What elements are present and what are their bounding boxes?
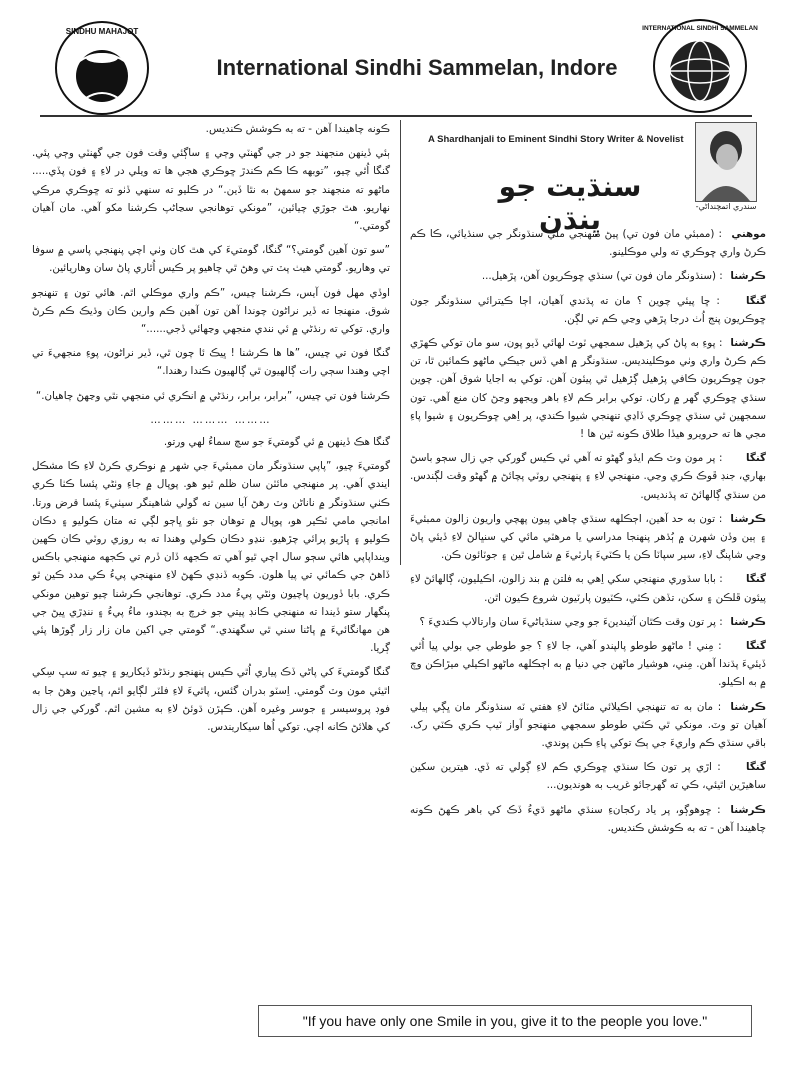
paragraph: ڪونه چاهيندا آهن - ته به ڪوشش ڪنديس.: [205, 123, 390, 135]
speaker-label: ڪرشنا: [730, 337, 766, 350]
dialogue-text: (ممبئي مان فون تي) پيڻ منهنجي ملي سنڌونگر جي سنڌيائي، ڪا ڪم ڪرڻ واري ڇوڪري ته ولي موڪلينو.: [410, 228, 766, 259]
dialogue-line: ڪرشنا : پوءِ به پاڻ کي پڙهيل سمجهي ٽوٽ لهائي ڏيو پون، سو مان توکي ڪهڙي ڪم ڪرڻ واري وٺي موڪلينديس. سنڌونگر ۾ اهي ڏس جيڪي ماڻهو ڪمائين ٿا، تن جون ڇوڪريون ڪافي پڙهيل ڳڙهيل ٿي پيئون آهن. توکي به اجايا شوق آهن. چوين سنڌي ڇوڪري گهر ۾ رکان. توکي برابر ڪم لاءِ باهر ويجهو وڃڻ کان منع آهي. تون سمجهين ٿي سنڌي ڇوڪري ڏاڍي تنهنجي شيوا ڪندي، پر اِهي ڇوڪريون ۽ شيوا پاءِ مجي ها ته حرويرو هيڏا طلاق ڪونه ٿين ها !: [410, 334, 766, 443]
speaker-label: ڪرشنا: [730, 700, 767, 713]
dialogue-text: ڇوهوڳو، پر ياد رکجانءِ سنڌي ماڻهو ڌيءُ ڏڪ کي باهر ڪهڻ ڪونه چاهيندا آهن - ته به ڪوشش ڪنديس.: [410, 803, 766, 834]
dialogue-line: ڪرشنا : (سنڌونگر مان فون تي) سنڌي ڇوڪريون آهن، پڙهيل...: [410, 267, 766, 285]
speaker-label: ڪرشنا: [730, 512, 767, 525]
page-header: [0, 0, 800, 118]
dialogue-line: ڪرشنا : تون به حد آهين، اڄڪلهه سنڌي چاهي پيون پهچي واريون زالون ممبئيءَ ۽ ٻين وڏن شهرن ۾ ٻُڌهر پنهنجا مدراسي يا مرهٽي مائي کي سنڀالڻ لاءِ ڏيئي پاڻ وڃي شاپنگ لاءِ، سير سپاٽا ڪن يا ڪٽيءَ پارٽيءَ ۾ شامل ٿين ۽ جوٽائون ڪن.: [410, 510, 766, 565]
dialogue-line: گنگا : بابا سڌوري منهنجي سکي اِهي به فلتن ۾ بند زالون، اڪيليون، ڳالهائڻ لاءِ پيئون ڦلڪن ۽ سکن، تڏهن ڪٽي، ڪٽيون پارٽيون شروع ڪيون اٿن.: [410, 570, 766, 606]
quote-text: "If you have only one Smile in you, give it to the people you love.": [302, 1013, 708, 1029]
paragraph: گنگا گومتيءَ کي پاڻي ڏڪ پياري اُٿي ڪيس پنهنجو رنڌڻو ڏيکاريو ۽ چيو ته سڀ سِکي اٿيئي مون وٽ گومتي. اِسٽو بدران گئس، پاٿيءَ لاءِ فلٽر لڳايو اٿم، پاڃين وهڻ جا به فوڊ پروسيسر ۽ جوسر وغيره آهن. ڪپڙن ڌوئڻ لاءِ به مشين اٿم. گورکي جي زال کي هلائڻ ڪانه اچي. توکي اُها سيکاريندس.: [32, 666, 390, 734]
dialogue-text: بابا سڌوري منهنجي سکي اِهي به فلتن ۾ بند زالون، اڪيليون، ڳالهائڻ لاءِ پيئون ڦلڪن ۽ سکن، تڏهن ڪٽي، ڪٽيون پارٽيون شروع ڪيون اٿن.: [410, 573, 766, 604]
dialogue-line: ڪرشنا : ڇوهوڳو، پر ياد رکجانءِ سنڌي ماڻهو ڌيءُ ڏڪ کي باهر ڪهڻ ڪونه چاهيندا آهن - ته به ڪوشش ڪنديس.: [410, 801, 766, 837]
column-divider: [400, 120, 401, 565]
section-separator: ……… ……… ………: [150, 413, 272, 426]
article-subtitle: A Shardhanjali to Eminent Sindhi Story Writer & Novelist: [428, 134, 684, 145]
sindhu-mahajot-logo: [52, 18, 152, 118]
dialogue-line: گنگا : ڇا پيئي چوين ؟ مان ته پڌندي آهيان، اڄا ڪيترائي سنڌونگر جون ڇوڪريون پنج اُٺ درجا پڙهي وڃي ڪم تي لڳن.: [410, 292, 766, 328]
right-column: [410, 225, 766, 843]
paragraph: ڪرشنا فون تي چيس، ”برابر، برابر، رنڌڻي ۾ انڪري ئي منجهي نٿي وڃهڻ چاهيان.“: [35, 389, 390, 402]
dialogue-line: گنگا : مِني ! ماڻهو طوطو پالپندو آهي، جا لاءِ ؟ جو طوطي جي بولي پيا اُٿي ڏيئيءَ پڌندا آهن. مِني، هوشيار ماڻهن جي دنيا ۾ به اڄڪلهه ماڻهو اڪيلي ميڙاڪن وچ ۾ به اڪيلو.: [410, 637, 766, 692]
dialogue-text: تون به حد آهين، اڄڪلهه سنڌي چاهي پيون پهچي واريون زالون ممبئيءَ ۽ ٻين وڏن شهرن ۾ ٻُڌهر پنهنجا مدراسي يا مرهٽي مائي کي سنڀالڻ لاءِ ڏيئي پاڻ وڃي شاپنگ لاءِ، سير سپاٽا ڪن يا ڪٽيءَ پارٽيءَ ۾ شامل ٿين ۽ جوٽائون ڪن.: [410, 512, 766, 562]
paragraph: گنگا هڪ ڏينهن ۾ ئي گومتيءَ جو سڄ سماءُ لهي ورتو.: [163, 436, 390, 449]
speaker-label: ڪرشنا: [730, 803, 766, 816]
svg-text:INTERNATIONAL SINDHI SAMMELAN: INTERNATIONAL SINDHI SAMMELAN: [642, 25, 758, 32]
speaker-label: ڪرشنا: [730, 615, 766, 628]
svg-text:SINDHU MAHAJOT: SINDHU MAHAJOT: [65, 27, 139, 36]
dialogue-text: مان به ته تنهنجي اڪيلائي مٽائڻ لاءِ هفتي ٽه سنڌونگر مان ڀڳي ٻيلي آهيان تو وٽ. مونکي ٿي ڪٽي طوطو سمجهي منهنجو آواز ٽيپ ڪري ڪٽي رک. باقي سنڌي ڪم واريءَ جي ٻڪ توکي پاءِ ڪين پوندي.: [410, 700, 766, 750]
dialogue-text: پر مون وٽ ڪم ايڏو گهڻو ته آهي ئي ڪيس گورکي جي زال سڄو باسڻ بهاري، جنڊ ڦوڪ ڪري وڃي. منهنجي لاءِ ۽ پنهنجي روٽي پچائڻ ۾ گهڻو وقت لڳندس. من سنڌي ڳالهائڻ ته پڌنديس.: [410, 452, 766, 501]
quote-box: [258, 1005, 752, 1037]
speaker-label: موهني: [731, 228, 767, 240]
speaker-label: گنگا: [745, 294, 767, 307]
dialogue-text: (سنڌونگر مان فون تي) سنڌي ڇوڪريون آهن، پڙهيل...: [481, 270, 716, 283]
dialogue-line: گنگا : اڙي پر تون ڪا سنڌي ڇوڪري ڪم لاءِ ڳولي ته ڏي. هيترين سکين ساهيڙين اٿيئي، ڪي ته گهرجائو غريب به هونديون...: [410, 758, 766, 794]
dialogue-text: ڇا پيئي چوين ؟ مان ته پڌندي آهيان، اڄا ڪيترائي سنڌونگر جون ڇوڪريون پنج اُٺ درجا پڙهي وڃي ڪم تي لڳن.: [410, 294, 766, 325]
dialogue-text: پر تون وقت ڪٿان آڻيندينءَ جو وڃي سنڌياڻيءَ سان وارتالاپ ڪنديءَ ؟: [419, 615, 716, 628]
paragraph: ”سو تون آهين گومتي؟“ گنگا، گومتيءَ کي هٿ کان وٺي اچي پنهنجي پاسي ۾ سوفا تي وهاريو. گومتي هيٺ پٽ تي وهڻ ٿي چاهيو پر ڪيس اُٿاري پاڻ سان وهاريائين.: [32, 244, 390, 275]
dialogue-text: پوءِ به پاڻ کي پڙهيل سمجهي ٽوٽ لهائي ڏيو پون، سو مان توکي ڪهڙي ڪم ڪرڻ واري وٺي موڪلينديس. سنڌونگر ۾ اهي ڏس جيڪي ماڻهو ڪمائين ٿا، تن جون ڇوڪريون ڪافي پڙهيل ڳڙهيل ٿي پيئون آهن. توکي به اجايا شوق آهن. چوين سنڌي ڇوڪري گهر ۾ رکان. توکي برابر ڪم لاءِ باهر ويجهو وڃڻ کان منع آهي. تون سمجهين ٿي سنڌي ڇوڪري ڏاڍي تنهنجي شيوا ڪندي، پر اِهي ڇوڪريون ۽ شيوا پاءِ مجي ها ته حرويرو هيڏا طلاق ڪونه ٿين ها !: [410, 337, 766, 441]
speaker-label: گنگا: [745, 573, 767, 586]
speaker-label: گنگا: [745, 640, 766, 653]
dialogue-text: مِني ! ماڻهو طوطو پالپندو آهي، جا لاءِ ؟ جو طوطي جي بولي پيا اُٿي ڏيئيءَ پڌندا آهن. مِني، هوشيار ماڻهن جي دنيا ۾ به اڄڪلهه ماڻهو اڪيلي ميڙاڪن وچ ۾ به اڪيلو.: [410, 640, 766, 689]
paragraph: گومتيءَ چيو، ”پاپي سنڌونگر مان ممبئيءَ جي شهر ۾ نوڪري ڪرڻ لاءِ ڪا مشڪل ايندي آهي. پر منهنجي مائٽن سان ظلم ٿيو هو. پوپال ۾ جاءِ وٺڻي پئسا ڪٺا ڪري ڪٺي سنڌونگر ۾ ناناڻن وٽ رهڻ آيا سين ته گولي شاهينگر سيٺيءَ پئسا قرض ورتا. امانجي مامي ٽڪير هو، پوپال ۾ توهان جو نئو ڀاڄو لڳي ته متان ڪوليو ۽ دڪان ڪوليو ۽ ڀاڙيو پرائي چڙهيو. ننڍو دڪان ڪولي وهندا ته به روزي روٽي ڪان ڪهين وينداپاپي هائي سڄو سال اچي ٿيو آهي ته ڪجهه ڏان ڏرم تي ڪجهه منهنجي باڪس ڏاهڻ جي ڪمائي تي پيا هلون. ڪوبه ڏنڊي ڪهڻ لاءِ منهنجي پيءُ ڪي مدد ڪين ٿو ڪري. بابا ڏوريون پاچيون وٺڻي پيءُ مدد ڪري. توهانجي ڪرشنا چيو توهين مونکي پنگهار ستو ڏيندا ته منهنجي ڪانڊ پيتي جو خرچ به بچندو، ماءُ پيءُ ۽ ننڍڙي ڀيڻ جي هن مهانگائيءَ ۾ پاڻنا سني ٿي سگهندي.“ گومتي جي اکين مان زار زار ڳوڙها پئي ڳريا.: [32, 460, 390, 655]
dialogue-line: ڪرشنا : پر تون وقت ڪٿان آڻيندينءَ جو وڃي سنڌياڻيءَ سان وارتالاپ ڪنديءَ ؟: [410, 613, 766, 631]
portrait-image: [696, 123, 756, 201]
dialogue-line: گنگا : پر مون وٽ ڪم ايڏو گهڻو ته آهي ئي ڪيس گورکي جي زال سڄو باسڻ بهاري، جنڊ ڦوڪ ڪري وڃي. منهنجي لاءِ ۽ پنهنجي روٽي پچائڻ ۾ گهڻو وقت لڳندس. من سنڌي ڳالهائڻ ته پڌنديس.: [410, 449, 766, 504]
photo-caption: -سندري اتمچنداڻي: [695, 202, 757, 211]
article-title: سنڌيت جو پنڌن: [498, 170, 642, 236]
paragraph: ٻئي ڏينهن منجهند جو در جي گهنٽي وڄي ۽ ساڳئي وقت فون جي گهنٽي وڄي پئي. گنگا اُٿي چيو، ”توبهه ڪا ڪم ڪندڙ ڇوڪري هجي ها ته ويلي در لاءِ ۽ فون پڏي..... ماڻهو ته منجهند جو سمهڻ به نٿا ڏين.“ در ڪليو ته سنهي ڏٺو ته ڇوڪري مرڪي نهاريو. هٿ جوڙي چيائين، ”مونکي توهانجي سڃاڻپ ڪرشنا مکو آهي. مان آهيان گومتي.“: [32, 147, 390, 233]
dialogue-text: اڙي پر تون ڪا سنڌي ڇوڪري ڪم لاءِ ڳولي ته ڏي. هيترين سکين ساهيڙين اٿيئي، ڪي ته گهرجائو غريب به هونديون...: [410, 761, 766, 792]
dialogue-line: ڪرشنا : مان به ته تنهنجي اڪيلائي مٽائڻ لاءِ هفتي ٽه سنڌونگر مان ڀڳي ٻيلي آهيان تو وٽ. مونکي ٿي ڪٽي طوطو سمجهي منهنجو آواز ٽيپ ڪري ڪٽي رک. باقي سنڌي ڪم واريءَ جي ٻڪ توکي پاءِ ڪين پوندي.: [410, 698, 766, 753]
dialogue-line: موهني : (ممبئي مان فون تي) پيڻ منهنجي ملي سنڌونگر جي سنڌيائي، ڪا ڪم ڪرڻ واري ڇوڪري ته ولي موڪلينو.: [410, 225, 766, 261]
paragraph: گنگا فون تي چيس، ”ها ها ڪرشنا ! ڀيڪ ئا چون ٿي، ڏير نراڻون، پوءِ منجهيءَ تي اچي وهندا سڄي رات ڳالهيون ٿي ڳالهيون ڪندا رهندا.“: [32, 347, 390, 378]
speaker-label: گنگا: [745, 452, 767, 465]
header-rule: [40, 115, 752, 117]
org-title: International Sindhi Sammelan, Indore: [216, 55, 618, 80]
paragraph: اوڏي مهل فون آيس، ڪرشنا چيس، ”ڪم واري موڪلي اٿم. هائي تون ۽ تنهنجو شوق. منهنجا ته ڏير نراڻون چوندا آهن تون آهين ڪم وارين ڪان وڌيڪ ڪم ڪرڻ واري. توکي ته رنڌڻي ۾ ئي نندي منجهي وڃهائي ڏجي......“: [32, 286, 390, 336]
sammelan-globe-logo: [642, 16, 758, 116]
speaker-label: گنگا: [745, 761, 766, 774]
speaker-label: ڪرشنا: [730, 270, 766, 283]
author-photo: [695, 122, 757, 202]
left-column: [32, 120, 390, 742]
